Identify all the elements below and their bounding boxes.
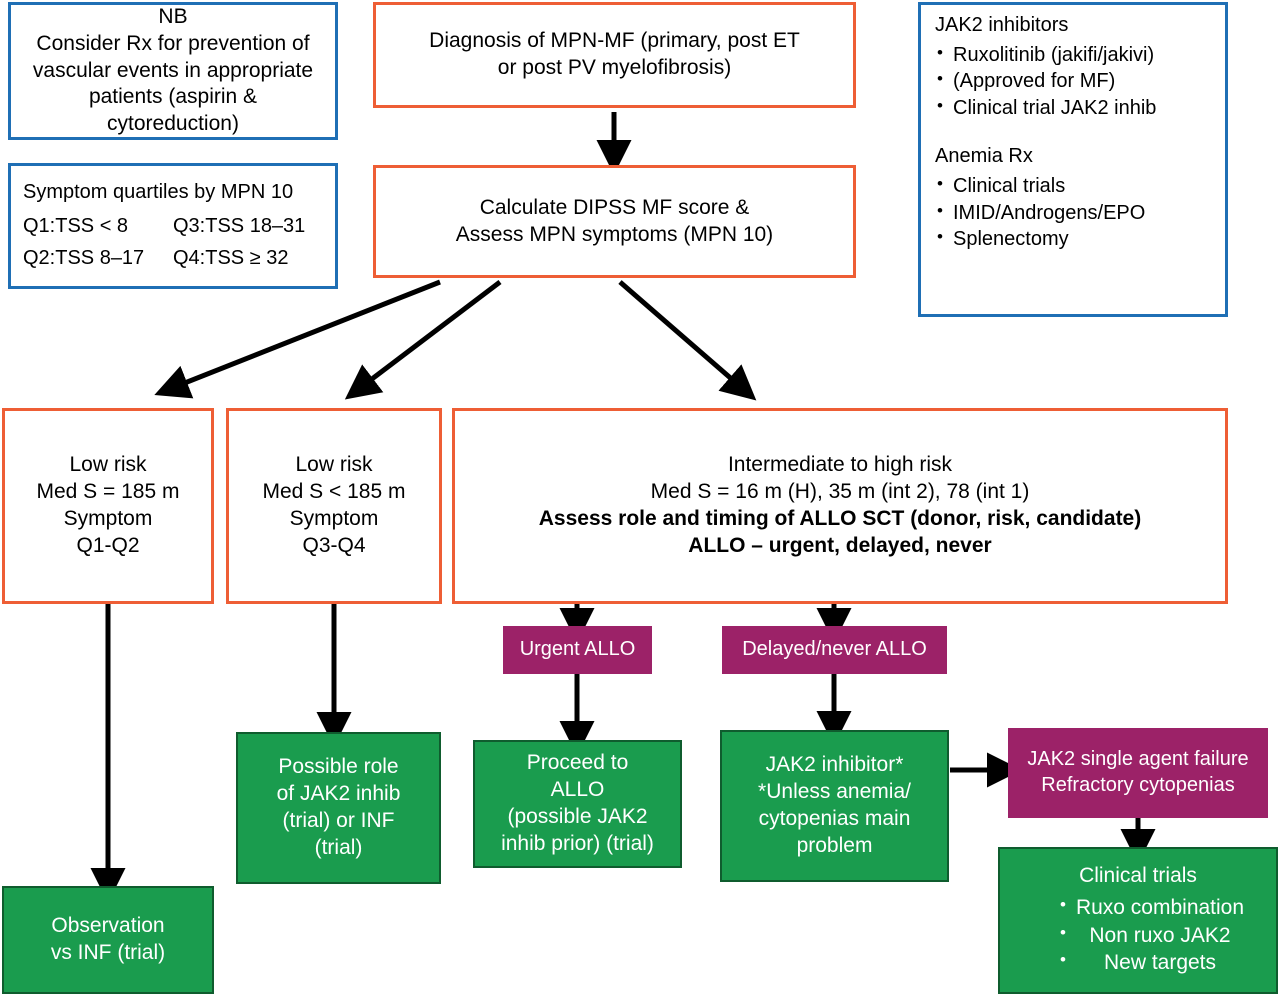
proceed-line1: Proceed to [526, 751, 629, 775]
int-high-line3: Assess role and timing of ALLO SCT (donor, risk, candidate) [538, 507, 1142, 530]
quartile-q2: Q2:TSS 8–17 [23, 247, 145, 270]
quartile-q4: Q4:TSS ≥ 32 [173, 247, 289, 270]
nb-heading: NB [158, 4, 188, 28]
possible-role-line2: of JAK2 inhib [276, 782, 401, 806]
nb-line1: Consider Rx for prevention of [36, 31, 310, 55]
low-risk-a-line3: Symptom [63, 507, 153, 530]
anemia-item-list [935, 173, 1145, 254]
dipss-box [373, 165, 856, 278]
list-item: • Non ruxo JAK2 [1058, 923, 1244, 950]
symptom-heading: Symptom quartiles by MPN 10 [23, 181, 294, 204]
possible-role-line4: (trial) [314, 835, 363, 859]
jak2-inhib-line4: problem [796, 833, 873, 857]
proceed-line2: ALLO [550, 778, 605, 802]
urgent-allo-label [503, 626, 652, 674]
low-risk-b-line2: Med S < 185 m [262, 480, 406, 504]
list-item: • Clinical trial JAK2 inhib [935, 96, 1156, 122]
possible-role-line1: Possible role [278, 755, 399, 779]
list-item: • Ruxo combination [1058, 895, 1244, 922]
nb-line2: vascular events in appropriate [32, 58, 314, 82]
jak2-inhibitors-box [918, 2, 1228, 317]
urgent-allo-text: Urgent ALLO [519, 638, 636, 661]
jak2-inhib-line2: *Unless anemia/ [758, 780, 911, 804]
diagnosis-line1: Diagnosis of MPN-MF (primary, post ET [429, 29, 800, 53]
low-risk-q1q2-box [2, 408, 214, 604]
diagnosis-line2: or post PV myelofibrosis) [497, 56, 732, 79]
failure-line1: JAK2 single agent failure [1027, 748, 1249, 771]
symptom-quartile-grid [23, 214, 323, 272]
list-item: • Clinical trials [935, 174, 1145, 200]
jak2-inhib-line1: JAK2 inhibitor* [765, 753, 904, 777]
low-risk-a-line2: Med S = 185 m [36, 480, 180, 504]
jak2-inhib-line3: cytopenias main [758, 807, 911, 830]
low-risk-q3q4-box [226, 408, 442, 604]
diagnosis-box [373, 2, 856, 108]
observation-box [2, 886, 214, 994]
symptom-quartiles-box [8, 163, 338, 289]
int-high-line1: Intermediate to high risk [727, 453, 953, 477]
jak2-approved-note: • (Approved for MF) [935, 69, 1156, 95]
dipss-line2: Assess MPN symptoms (MPN 10) [455, 222, 774, 246]
list-item: • Ruxolitinib (jakifi/jakivi) [935, 43, 1156, 69]
low-risk-a-line4: Q1-Q2 [76, 533, 140, 557]
jak2-heading: JAK2 inhibitors [935, 14, 1069, 36]
proceed-line3: (possible JAK2 [507, 805, 648, 828]
delayed-allo-text: Delayed/never ALLO [742, 638, 927, 661]
possible-role-line3: (trial) or INF [282, 809, 395, 832]
clinical-trials-box [998, 847, 1278, 994]
quartile-q3: Q3:TSS 18–31 [173, 214, 306, 237]
list-item: • IMID/Androgens/EPO [935, 201, 1145, 227]
jak2-inhibitor-box [720, 730, 949, 882]
list-item: • New targets [1058, 950, 1244, 977]
possible-role-box [236, 732, 441, 884]
observation-line1: Observation [51, 914, 165, 938]
nb-box [8, 2, 338, 140]
low-risk-a-line1: Low risk [69, 453, 147, 477]
clinical-trials-heading: Clinical trials [1079, 863, 1197, 887]
proceed-line4: inhib prior) (trial) [501, 831, 654, 855]
int-high-line2: Med S = 16 m (H), 35 m (int 2), 78 (int 1) [650, 480, 1030, 504]
single-agent-failure-box [1008, 728, 1268, 818]
low-risk-b-line1: Low risk [295, 453, 373, 477]
jak2-item-list [935, 42, 1156, 123]
proceed-allo-box [473, 740, 682, 868]
low-risk-b-line3: Symptom [289, 507, 379, 530]
observation-line2: vs INF (trial) [50, 941, 166, 964]
clinical-trials-list [1032, 894, 1244, 979]
intermediate-high-risk-box [452, 408, 1228, 604]
nb-line3: patients (aspirin & cytoreduction) [88, 85, 258, 136]
dipss-line1: Calculate DIPSS MF score & [479, 195, 750, 219]
int-high-line4: ALLO – urgent, delayed, never [688, 533, 992, 557]
anemia-heading: Anemia Rx [935, 145, 1033, 168]
low-risk-b-line4: Q3-Q4 [302, 533, 366, 557]
failure-line2: Refractory cytopenias [1041, 774, 1235, 796]
list-item: • Splenectomy [935, 227, 1145, 253]
quartile-q1: Q1:TSS < 8 [23, 214, 129, 237]
delayed-never-allo-label [722, 626, 947, 674]
